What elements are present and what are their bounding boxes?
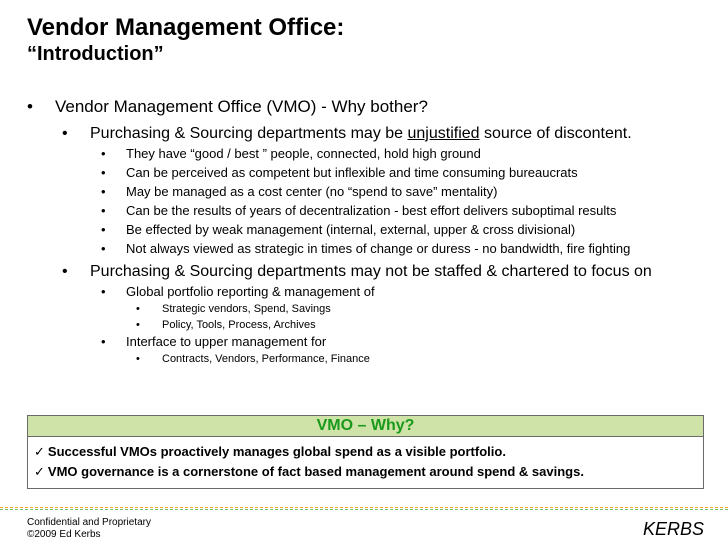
footer-copyright: ©2009 Ed Kerbs [27,529,101,540]
checkmark-icon: ✓ [34,444,45,459]
list-item: Can be perceived as competent but inflexible and time consuming bureaucrats [126,165,578,180]
bullet-dot: • [136,353,140,365]
box-line: ✓ Successful VMOs proactively manages global spend as a visible portfolio. [34,444,506,459]
box-line: ✓ VMO governance is a cornerstone of fact based management around spend & savings. [34,464,584,479]
list-item: Can be the results of years of decentralization - best effort delivers suboptimal results [126,203,617,218]
bullet-dot: • [62,125,68,142]
bullet-dot: • [27,97,33,116]
bullet-dot: • [101,222,106,237]
list-item: Interface to upper management for [126,334,327,349]
list-item: Policy, Tools, Process, Archives [162,319,316,331]
list-item: Be effected by weak management (internal, external, upper & cross divisional) [126,222,576,237]
sub-bullet-1-text: Purchasing & Sourcing departments may be unjustified source of discontent. [90,125,632,142]
footer [27,517,151,541]
bullet-dot: • [136,319,140,331]
list-item: They have “good / best ” people, connected, hold high ground [126,146,481,161]
box-body [34,442,697,482]
bullet-dot: • [136,303,140,315]
bullet-dot: • [101,284,106,299]
bullet-dot: • [101,165,106,180]
bullet-dot: • [101,184,106,199]
footer-divider-green [0,509,728,511]
bullet-dot: • [101,146,106,161]
box-header: VMO – Why? [28,416,703,437]
sub-bullet-2-text: Purchasing & Sourcing departments may not be staffed & chartered to focus on [90,263,652,280]
footer-confidential: Confidential and Proprietary [27,517,151,528]
main-bullet-text: Vendor Management Office (VMO) - Why bother? [55,97,428,116]
checkmark-icon: ✓ [34,464,45,479]
list-item: Global portfolio reporting & management of [126,284,375,299]
list-item: Not always viewed as strategic in times of change or duress - no bandwidth, fire fighting [126,241,631,256]
vmo-why-box [27,415,704,489]
underlined-word: unjustified [407,125,480,142]
bullet-dot: • [62,263,68,280]
bullet-dot: • [101,241,106,256]
list-item: Contracts, Vendors, Performance, Finance [162,353,370,365]
slide-subtitle: “Introduction” [27,43,164,65]
brand-logo: KERBS [642,519,704,539]
bullet-dot: • [101,334,106,349]
list-item: May be managed as a cost center (no “spend to save” mentality) [126,184,498,199]
list-item: Strategic vendors, Spend, Savings [162,303,331,315]
bullet-dot: • [101,203,106,218]
slide-title: Vendor Management Office: [27,14,345,41]
